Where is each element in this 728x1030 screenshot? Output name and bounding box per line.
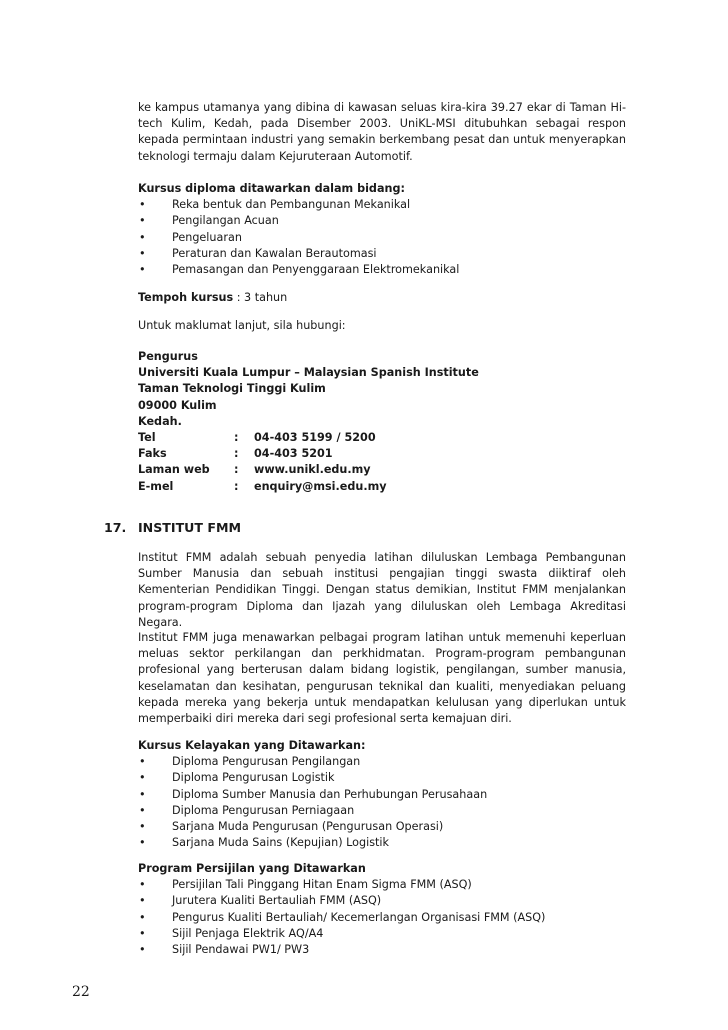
section-number: 17. (104, 520, 127, 535)
diploma-courses-section (138, 181, 626, 278)
list-item: • Peraturan dan Kawalan Berautomasi (138, 246, 626, 262)
duration-value: : 3 tahun (233, 291, 288, 304)
bullet: • (139, 926, 146, 940)
contact-address-line: Kedah. (138, 414, 182, 428)
intro-paragraph: ke kampus utamanya yang dibina di kawasan seluas kira-kira 39.27 ekar di Taman Hi-tech Kulim, Kedah, pada Disember 2003. UniKL-MSI ditubuhkan sebagai respon kepada permintaan industri yang semakin berkembang pesat dan untuk menyerapkan teknologi termaju dalam Kejuruteraan Automotif. (138, 101, 626, 163)
list-item: • Sarjana Muda Sains (Kepujian) Logistik (138, 835, 626, 851)
qualification-courses-section (138, 738, 626, 851)
list-item: • Pengilangan Acuan (138, 213, 626, 229)
fmm-paragraph-1: Institut FMM adalah sebuah penyedia latihan diluluskan Lembaga Pembangunan Sumber Manusia dan sebuah institusi pengajian tinggi swasta diiktiraf oleh Kementerian Pendidikan Tinggi. Dengan status demikian, Institut FMM menjalankan program-program Diploma dan Ijazah yang diluluskan oleh Lembaga Akreditasi Negara. (138, 551, 626, 629)
list-item: • Diploma Pengurusan Pengilangan (138, 754, 626, 770)
bullet: • (139, 755, 146, 769)
bullet: • (139, 787, 146, 801)
list-item: • Diploma Pengurusan Perniagaan (138, 803, 626, 819)
fmm-paragraph-2: Institut FMM juga menawarkan pelbagai program latihan untuk memenuhi keperluan meluas sektor perkilangan dan perkhidmatan. Program-program pembangunan profesional yang berterusan dalam bidang logistik, pengilangan, sumber manusia, keselamatan dan kesihatan, pengurusan teknikal dan kualiti, menyediakan peluang kepada mereka yang bekerja untuk mendapatkan kelulusan yang diperlukan untuk memperbaiki diri mereka dari segi profesional serta kemajuan diri. (138, 631, 626, 726)
bullet: • (139, 803, 146, 817)
diploma-courses-list (138, 197, 626, 278)
bullet: • (139, 910, 146, 924)
certificate-programs-heading: Program Persijilan yang Ditawarkan (138, 862, 366, 875)
contact-address-line: 09000 Kulim (138, 398, 217, 412)
list-item: • Diploma Sumber Manusia dan Perhubungan Perusahaan (138, 787, 626, 803)
bullet: • (139, 836, 146, 850)
list-item: • Persijilan Tali Pinggang Hitan Enam Sigma FMM (ASQ) (138, 877, 626, 893)
section-title: INSTITUT FMM (138, 520, 242, 535)
list-item: • Pemasangan dan Penyenggaraan Elektromekanikal (138, 262, 626, 278)
qualification-courses-heading: Kursus Kelayakan yang Ditawarkan: (138, 739, 366, 752)
bullet: • (139, 198, 146, 212)
contact-address-line: Taman Teknologi Tinggi Kulim (138, 382, 326, 396)
website-link[interactable]: www.unikl.edu.my (254, 463, 371, 477)
contact-row-fax: Faks : 04-403 5201 (138, 447, 333, 461)
qualification-courses-list (138, 754, 626, 851)
contact-row-website: Laman web : www.unikl.edu.my (138, 462, 479, 478)
bullet: • (139, 878, 146, 892)
contact-block (138, 349, 479, 495)
bullet: • (139, 246, 146, 260)
list-item: • Pengurus Kualiti Bertauliah/ Kecemerlangan Organisasi FMM (ASQ) (138, 910, 626, 926)
list-item: • Sijil Penjaga Elektrik AQ/A4 (138, 926, 626, 942)
course-duration (138, 290, 626, 306)
bullet: • (139, 214, 146, 228)
list-item: • Sarjana Muda Pengurusan (Pengurusan Operasi) (138, 819, 626, 835)
duration-label: Tempoh kursus (138, 291, 234, 304)
list-item: • Diploma Pengurusan Logistik (138, 770, 626, 786)
list-item: • Jurutera Kualiti Bertauliah FMM (ASQ) (138, 893, 626, 909)
certificate-programs-section (138, 861, 626, 958)
diploma-courses-heading: Kursus diploma ditawarkan dalam bidang: (138, 182, 405, 195)
contact-address-line: Universiti Kuala Lumpur – Malaysian Spanish Institute (138, 366, 479, 380)
contact-address-line: Pengurus (138, 350, 198, 363)
bullet: • (139, 263, 146, 277)
list-item: • Reka bentuk dan Pembangunan Mekanikal (138, 197, 626, 213)
list-item: • Pengeluaran (138, 230, 626, 246)
bullet: • (139, 771, 146, 785)
bullet: • (139, 894, 146, 908)
certificate-programs-list (138, 877, 626, 958)
bullet: • (139, 820, 146, 834)
email-link[interactable]: enquiry@msi.edu.my (254, 479, 387, 493)
bullet: • (139, 230, 146, 244)
page-number: 22 (72, 984, 90, 1000)
contact-row-email: E-mel : enquiry@msi.edu.my (138, 479, 479, 495)
list-item: • Sijil Pendawai PW1/ PW3 (138, 942, 626, 958)
bullet: • (139, 943, 146, 957)
contact-intro: Untuk maklumat lanjut, sila hubungi: (138, 319, 346, 332)
contact-row-tel: Tel : 04-403 5199 / 5200 (138, 430, 376, 444)
